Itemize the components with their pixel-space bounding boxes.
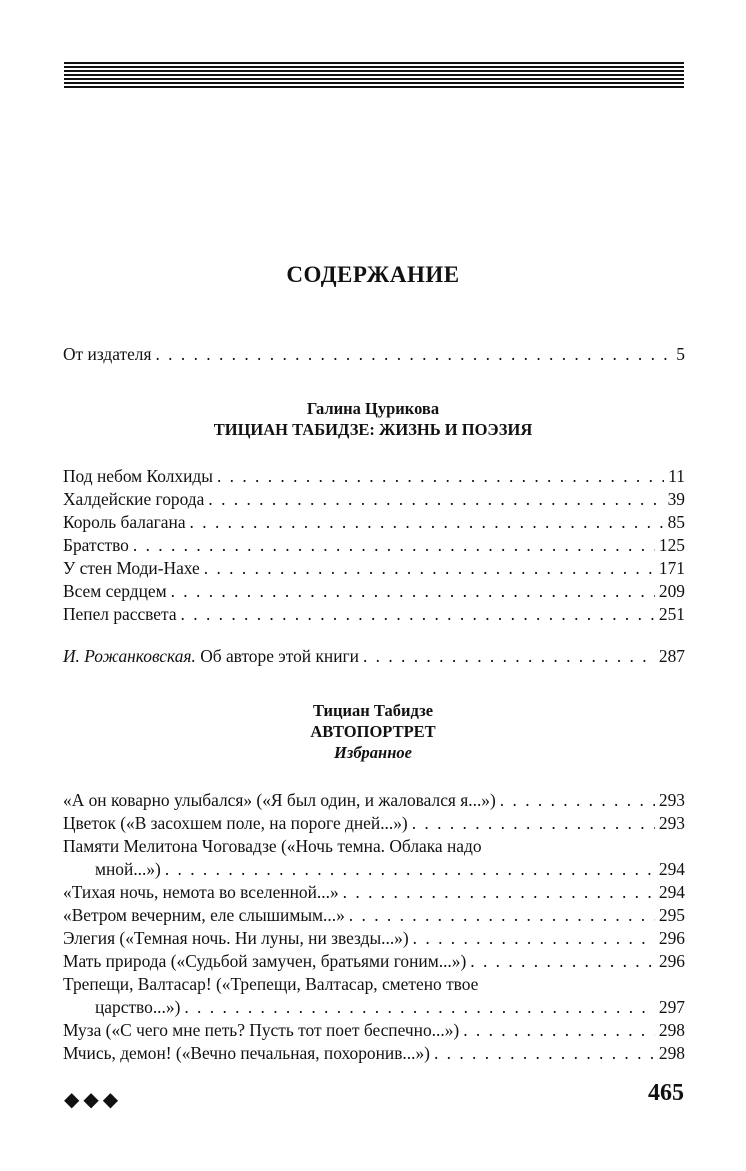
header-rule-lines	[64, 62, 684, 90]
toc-entry: Под небом Колхиды . . . 11	[63, 465, 685, 488]
toc-entry-line1: Памяти Мелитона Чоговадзе («Ночь темна. Облака надо	[63, 836, 482, 856]
toc-afterword	[63, 645, 685, 668]
toc-entry: «А он коварно улыбался» («Я был один, и жаловался я...») . . . 293	[63, 789, 685, 812]
toc-intro	[63, 343, 685, 366]
toc-entry: И. Рожанковская. Об авторе этой книги . . . 287	[63, 645, 685, 668]
section-1-header	[0, 398, 746, 440]
toc-entry: Элегия («Темная ночь. Ни луны, ни звезды...») . . . 296	[63, 927, 685, 950]
afterword-title: Об авторе этой книги	[200, 646, 359, 666]
toc-entry: «Ветром вечерним, еле слышимым...» . . . 295	[63, 904, 685, 927]
page-title: СОДЕРЖАНИЕ	[286, 262, 460, 287]
afterword-author: И. Рожанковская.	[63, 646, 196, 666]
toc-entry: Братство . . . 125	[63, 534, 685, 557]
toc-entry-line1: Трепещи, Валтасар! («Трепещи, Валтасар, сметено твое	[63, 974, 479, 994]
dot-leader	[155, 343, 672, 366]
section-1-work: ТИЦИАН ТАБИДЗЕ: ЖИЗНЬ И ПОЭЗИЯ	[213, 420, 533, 439]
toc-entry: Мчись, демон! («Вечно печальная, похоронив...») . . . 298	[63, 1042, 685, 1065]
page-number: 465	[648, 1080, 684, 1106]
toc-entry	[63, 343, 685, 366]
section-2-header	[0, 700, 746, 763]
section-2-work: АВТОПОРТРЕТ	[310, 722, 436, 741]
toc-entry: Король балагана . . . 85	[63, 511, 685, 534]
toc-entry: «Тихая ночь, немота во вселенной...» . . . 294	[63, 881, 685, 904]
toc-entry: Пепел рассвета . . . 251	[63, 603, 685, 626]
toc-entry: мной...») . . . 294	[63, 858, 685, 881]
footer-ornament: ◆◆◆	[64, 1089, 123, 1111]
toc-entry: царство...») . . . 297	[63, 996, 685, 1019]
toc-entry: У стен Моди-Нахе . . . 171	[63, 557, 685, 580]
section-1-toc	[63, 465, 685, 626]
toc-entry: Цветок («В засохшем поле, на пороге дней...») . . . 293	[63, 812, 685, 835]
toc-entry: Всем сердцем . . . 209	[63, 580, 685, 603]
toc-entry: Мать природа («Судьбой замучен, братьями гоним...») . . . 296	[63, 950, 685, 973]
section-2-subtitle: Избранное	[334, 743, 412, 762]
toc-entry: Муза («С чего мне петь? Пусть тот поет беспечно...») . . . 298	[63, 1019, 685, 1042]
section-1-author: Галина Цурикова	[306, 399, 440, 418]
toc-entry-label: От издателя	[63, 344, 152, 364]
section-2-toc	[63, 789, 685, 1065]
toc-entry-page: 5	[676, 344, 685, 364]
section-2-author: Тициан Табидзе	[312, 701, 434, 720]
toc-entry: Халдейские города . . . 39	[63, 488, 685, 511]
